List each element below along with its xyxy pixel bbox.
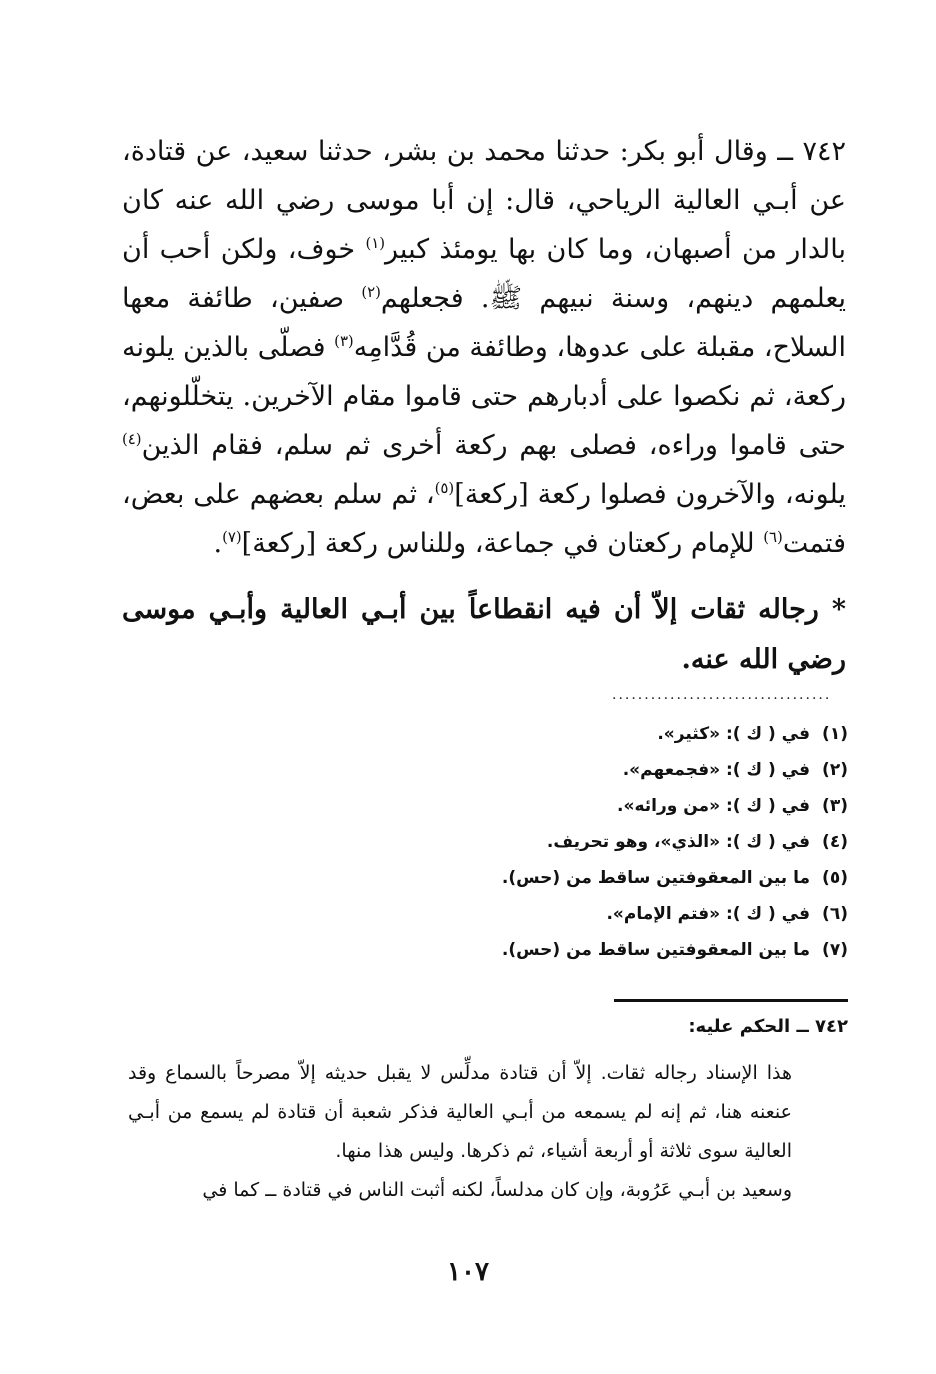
hadith-text-part: ٧٤٢ ــ وقال أبو بكر: حدثنا محمد بن بشر، حدثنا سعيد، عن قتادة، عن أبـي العالية الرياحي، قال: إن أبا موسى رضي الله عنه كان بالدار من أصبهان، وما كان بها يومئذ كبير <box>122 136 846 265</box>
footnote-marker[interactable]: (٥) <box>434 479 455 497</box>
footnote-marker[interactable]: (٧) <box>222 528 242 546</box>
hadith-text-part: ، ثم سلم بعضهم على بعض، فتمت <box>122 479 846 559</box>
footnote-text: في ( ك ): «من ورائه». <box>617 796 810 816</box>
footnote-separator: .................................. <box>612 690 832 700</box>
hadith-text-part: صفين، طائفة معها السلاح، مقبلة على عدوها، وطائفة من قُدَّامِه <box>122 283 846 363</box>
footnote-number: (٦) <box>822 904 848 924</box>
hadith-text-part: خوف، ولكن أحب أن يعلمهم دينهم، وسنة نبيهم ﷺ. فجعلهم <box>122 234 846 314</box>
footnote-item <box>348 932 848 968</box>
ruling-body <box>128 1054 792 1210</box>
footnote-item <box>348 716 848 752</box>
footnote-number: (٤) <box>822 832 848 852</box>
section-divider <box>614 999 848 1002</box>
ruling-heading: ٧٤٢ ــ الحكم عليه: <box>688 1016 848 1037</box>
ruling-paragraph: هذا الإسناد رجاله ثقات. إلاّ أن قتادة مدلِّس لا يقبل حديثه إلاّ مصرحاً بالسماع وقد عنعنه هنا، ثم إنه لم يسمعه من أبـي العالية فذكر شعبة أن قتادة لم يسمع من أبـي العالية سوى ثلاثة أو أربعة أشياء، ثم ذكرها. وليس هذا منها. <box>128 1062 792 1162</box>
footnote-item <box>348 752 848 788</box>
footnote-text: ما بين المعقوفتين ساقط من (حس). <box>501 940 810 960</box>
narrators-note: * رجاله ثقات إلاّ أن فيه انقطاعاً بين أبـي العالية وأبـي موسى رضي الله عنه. <box>122 594 846 675</box>
footnote-number: (٧) <box>822 940 848 960</box>
footnote-text: في ( ك ): «فتم الإمام». <box>606 904 810 924</box>
hadith-text-part: فصلّى بالذين يلونه ركعة، ثم نكصوا على أدبارهم حتى قاموا مقام الآخرين. يتخلّلونهم، حتى قاموا وراءه، فصلى بهم ركعة أخرى ثم سلم، فقام الذين <box>122 332 846 461</box>
footnote-item <box>348 860 848 896</box>
footnote-number: (١) <box>822 724 848 744</box>
footnote-marker[interactable]: (٢) <box>361 283 381 301</box>
footnote-item <box>348 824 848 860</box>
hadith-text-part: للإمام ركعتان في جماعة، وللناس ركعة [ركعة] <box>241 528 764 559</box>
footnote-item <box>348 788 848 824</box>
footnote-number: (٣) <box>822 796 848 816</box>
hadith-text-part: يلونه، والآخرون فصلوا ركعة [ركعة] <box>454 479 846 510</box>
footnote-number: (٢) <box>822 760 848 780</box>
footnote-marker[interactable]: (٦) <box>763 528 783 546</box>
hadith-text-part: . <box>213 528 223 559</box>
footnote-text: في ( ك ): «الذي»، وهو تحريف. <box>546 832 810 852</box>
ruling-paragraph: وسعيد بن أبـي عَرُوبة، وإن كان مدلساً، لكنه أثبت الناس في قتادة ــ كما في <box>202 1179 792 1201</box>
footnote-text: في ( ك ): «كثير». <box>657 724 810 744</box>
footnote-marker[interactable]: (١) <box>365 234 386 252</box>
footnotes-list <box>348 716 848 968</box>
footnote-number: (٥) <box>822 868 848 888</box>
footnote-text: ما بين المعقوفتين ساقط من (حس). <box>501 868 810 888</box>
footnote-marker[interactable]: (٤) <box>122 430 142 448</box>
footnote-text: في ( ك ): «فجمعهم». <box>622 760 810 780</box>
footnote-marker[interactable]: (٣) <box>334 332 354 350</box>
footnote-item <box>348 896 848 932</box>
hadith-text <box>122 127 846 568</box>
page-number: ١٠٧ <box>447 1257 489 1287</box>
